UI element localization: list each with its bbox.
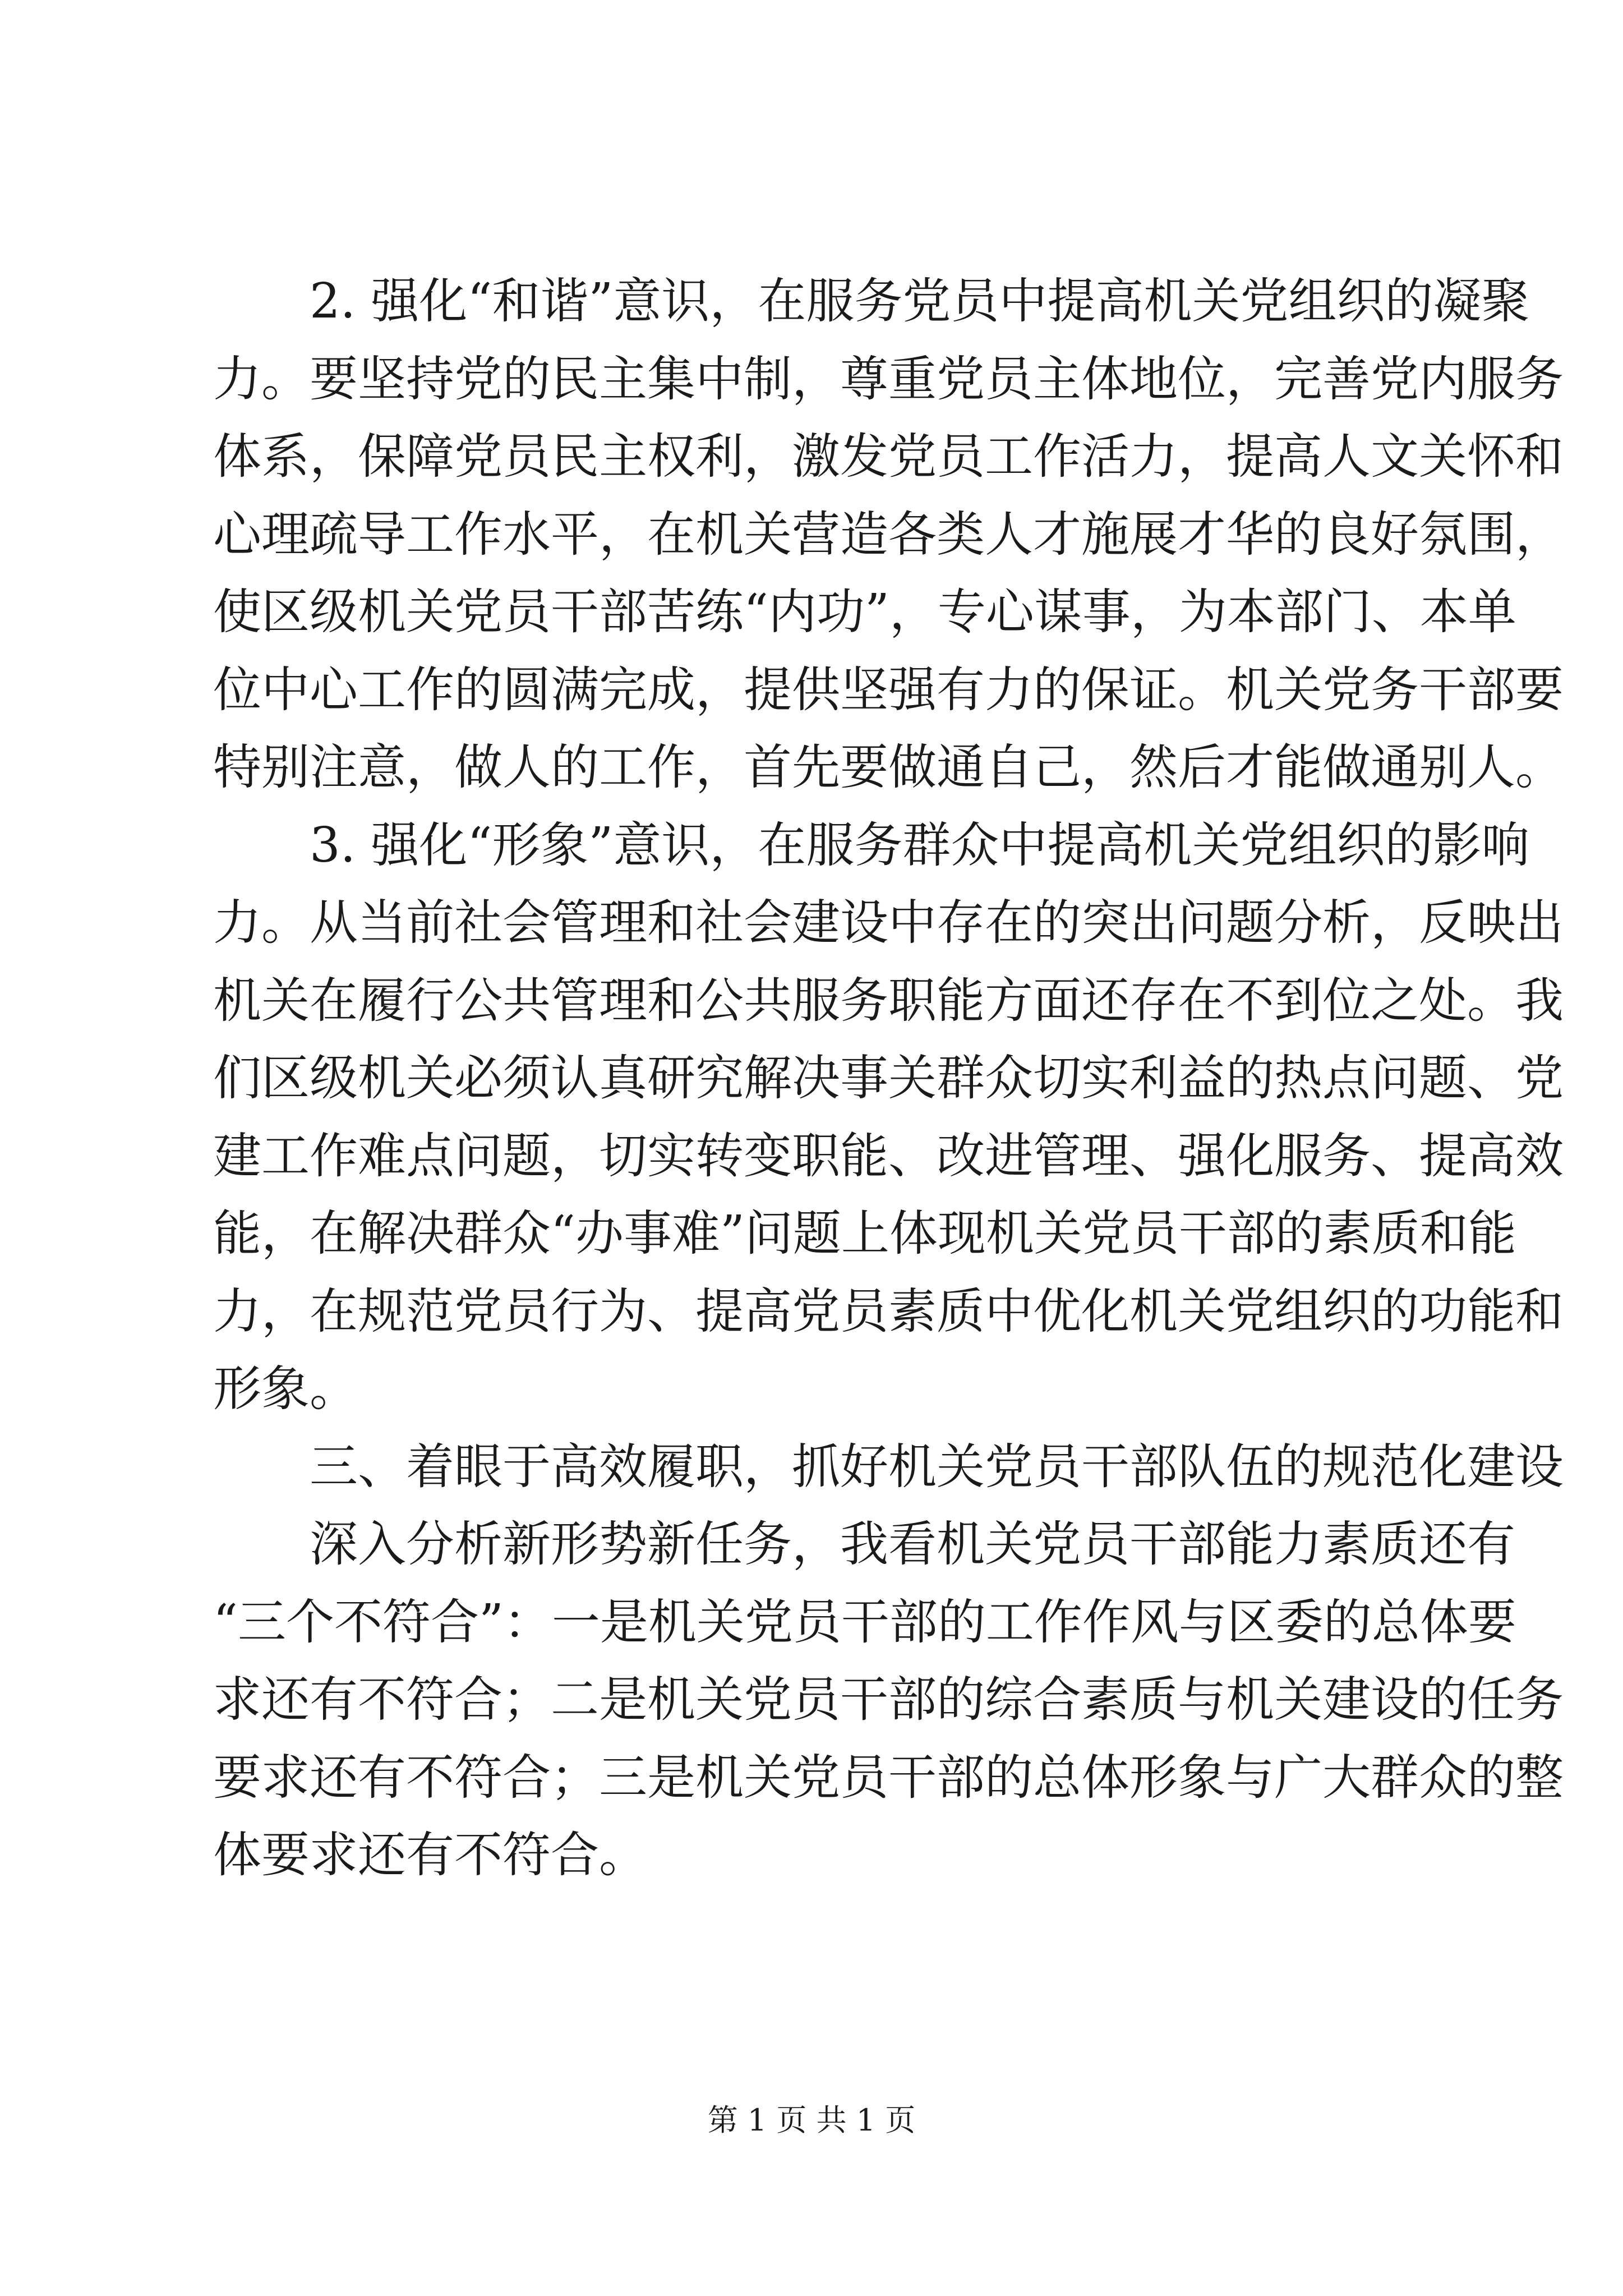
text-line: 力。要坚持党的民主集中制，尊重党员主体地位，完善党内服务 <box>213 351 1564 407</box>
text-line: 体要求还有不符合。 <box>213 1827 647 1883</box>
text-line: 要求还有不符合；三是机关党员干部的总体形象与广大群众的整 <box>213 1749 1564 1806</box>
text-line: 机关在履行公共管理和公共服务职能方面还存在不到位之处。我 <box>213 972 1564 1029</box>
text-line: 力。从当前社会管理和社会建设中存在的突出问题分析，反映出 <box>213 895 1564 951</box>
text-line: 深入分析新形势新任务，我看机关党员干部能力素质还有 <box>310 1516 1515 1572</box>
text-line: 力，在规范党员行为、提高党员素质中优化机关党组织的功能和 <box>213 1283 1564 1340</box>
page-footer: 第 1 页 共 1 页 <box>707 2102 916 2138</box>
text-line: 2. 强化“和谐”意识，在服务党员中提高机关党组织的凝聚 <box>310 273 1530 329</box>
text-line: 3. 强化“形象”意识，在服务群众中提高机关党组织的影响 <box>310 817 1530 873</box>
text-line: 建工作难点问题，切实转变职能、改进管理、强化服务、提高效 <box>213 1128 1564 1184</box>
text-line: 形象。 <box>213 1361 358 1417</box>
document-body <box>213 263 1564 1894</box>
text-line: 心理疏导工作水平，在机关营造各类人才施展才华的良好氛围， <box>213 506 1564 563</box>
text-line: 体系，保障党员民主权利，激发党员工作活力，提高人文关怀和 <box>213 429 1564 485</box>
text-line: 位中心工作的圆满完成，提供坚强有力的保证。机关党务干部要 <box>213 661 1564 718</box>
text-line: 三、着眼于高效履职，抓好机关党员干部队伍的规范化建设 <box>310 1438 1564 1495</box>
text-line: 们区级机关必须认真研究解决事关群众切实利益的热点问题、党 <box>213 1050 1564 1106</box>
text-line: 使区级机关党员干部苦练“内功”，专心谋事，为本部门、本单 <box>213 584 1516 640</box>
text-line: “三个不符合”：一是机关党员干部的工作作风与区委的总体要 <box>213 1594 1516 1650</box>
text-line: 能，在解决群众“办事难”问题上体现机关党员干部的素质和能 <box>213 1205 1516 1262</box>
text-line: 求还有不符合；二是机关党员干部的综合素质与机关建设的任务 <box>213 1672 1564 1728</box>
text-line: 特别注意，做人的工作，首先要做通自己，然后才能做通别人。 <box>213 739 1564 795</box>
